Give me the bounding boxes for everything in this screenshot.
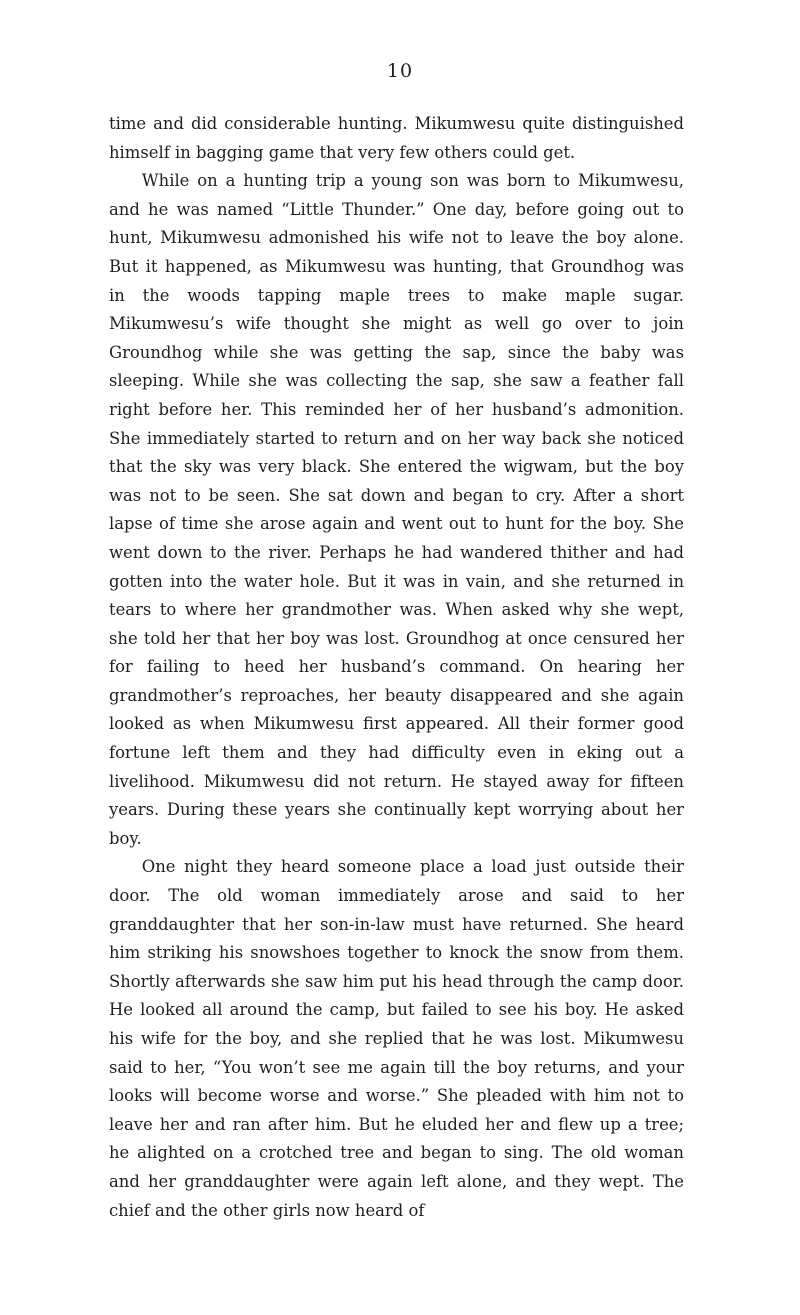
page-number: 10 — [386, 60, 414, 82]
body-text — [109, 110, 684, 1225]
paragraph-continuation: time and did considerable hunting. Mikumwesu quite distinguished himself in bagging game that very few others could get. — [109, 114, 684, 162]
paragraph-little-thunder: While on a hunting trip a young son was born to Mikumwesu, and he was named “Little Thunder.” One day, before going out to hunt, Mikumwesu admonished his wife not to leave the boy alone. But it happened, as Mikumwesu was hunting, that Groundhog was in the woods tapping maple trees to make maple sugar. Mikumwesu’s wife thought she might as well go over to join Groundhog while she was getting the sap, since the baby was sleeping. While she was collecting the sap, she saw a feather fall right before her. This reminded her of her husband’s admonition. She immediately started to return and on her way back she noticed that the sky was very black. She entered the wigwam, but the boy was not to be seen. She sat down and began to cry. After a short lapse of time she arose again and went out to hunt for the boy. She went down to the river. Perhaps he had wandered thither and had gotten into the water hole. But it was in vain, and she returned in tears to where her grandmother was. When asked why she wept, she told her that her boy was lost. Groundhog at once censured her for failing to heed her husband’s command. On hearing her grandmother’s reproaches, her beauty disappeared and she again looked as when Mikumwesu first appeared. All their former good fortune left them and they had difficulty even in eking out a livelihood. Mikumwesu did not return. He stayed away for fifteen years. During these years she continually kept worrying about her boy. — [109, 171, 684, 848]
paragraph-return: One night they heard someone place a load just outside their door. The old woman immediately arose and said to her granddaughter that her son-in-law must have returned. She heard him striking his snowshoes together to knock the snow from them. Shortly afterwards she saw him put his head through the camp door. He looked all around the camp, but failed to see his boy. He asked his wife for the boy, and she replied that he was lost. Mikumwesu said to her, “You won’t see me again till the boy returns, and your looks will become worse and worse.” She pleaded with him not to leave her and ran after him. But he eluded her and flew up a tree; he alighted on a crotched tree and began to sing. The old woman and her granddaughter were again left alone, and they wept. The chief and the other girls now heard of — [109, 857, 684, 1220]
